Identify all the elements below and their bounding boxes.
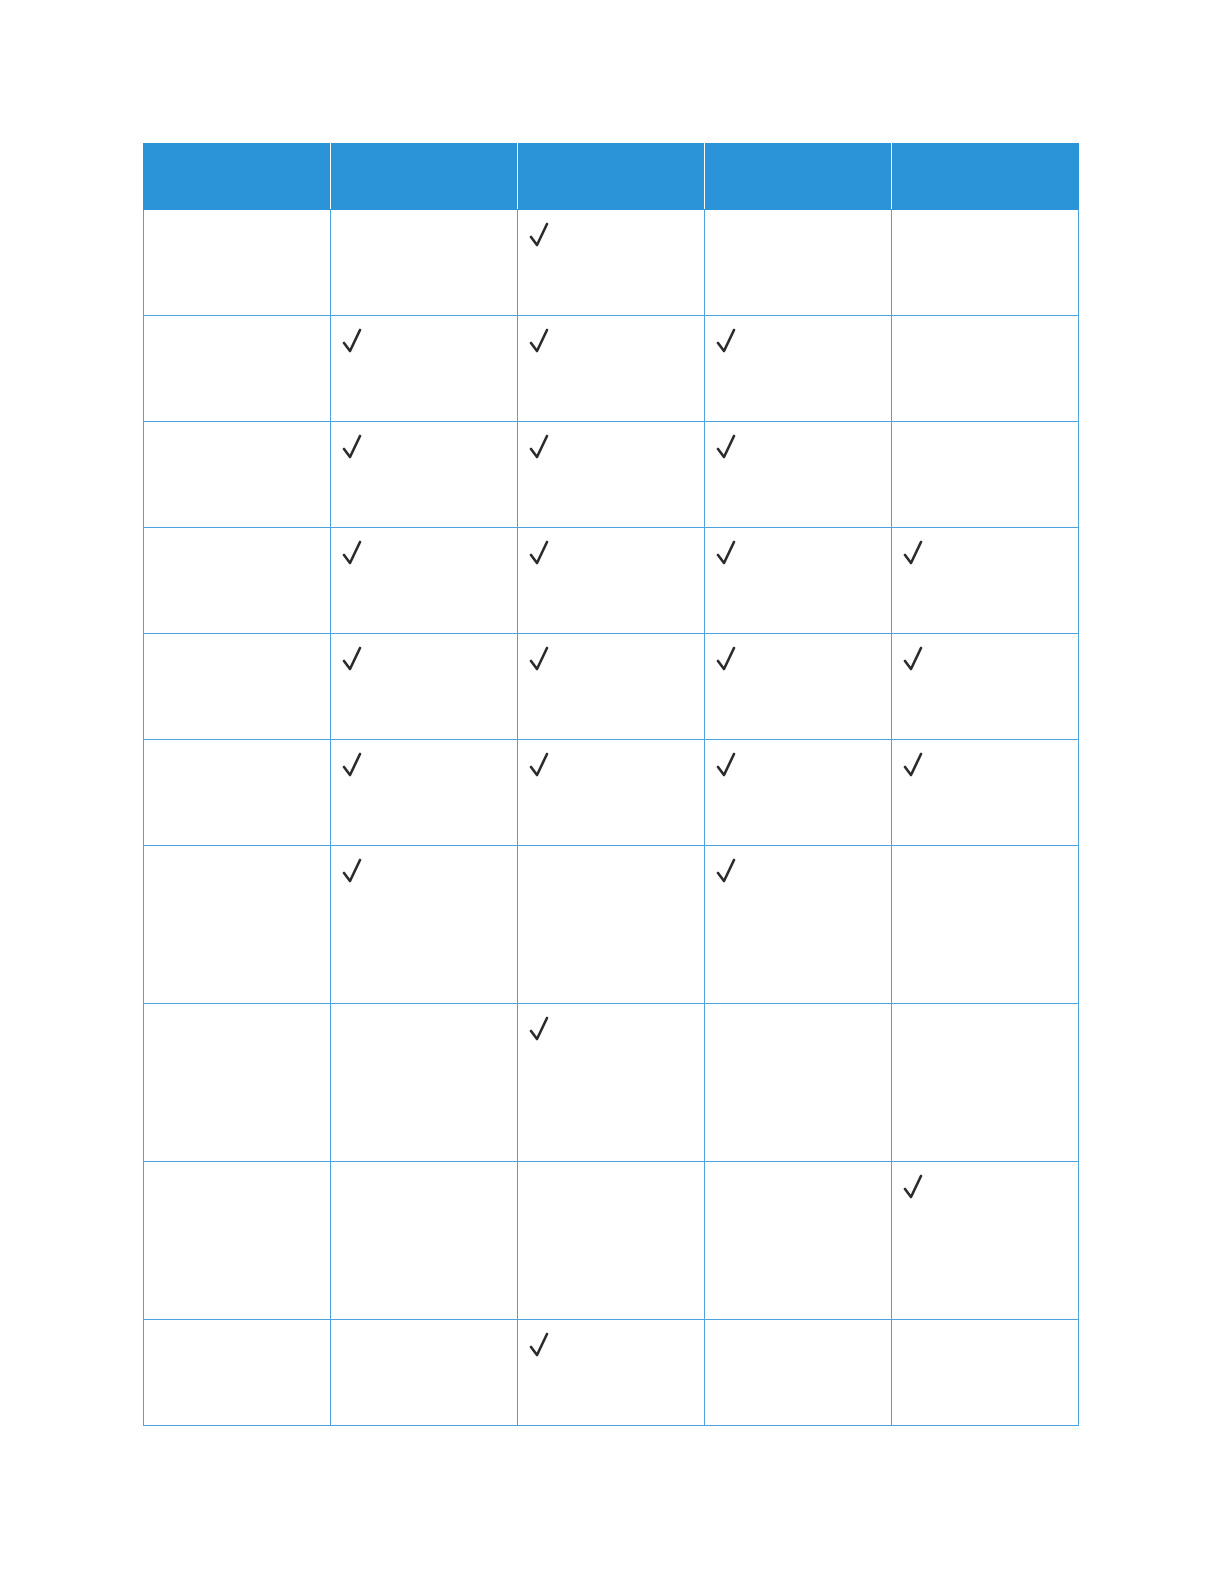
check-icon	[716, 540, 736, 566]
table-cell	[331, 528, 518, 634]
table-header	[144, 144, 1079, 210]
table-cell	[331, 422, 518, 528]
table-cell	[144, 1004, 331, 1162]
check-icon	[716, 646, 736, 672]
table-cell	[705, 846, 892, 1004]
table-cell	[331, 1004, 518, 1162]
table-cell	[705, 1004, 892, 1162]
check-icon	[903, 1174, 923, 1200]
table-cell	[892, 528, 1079, 634]
table-cell	[518, 1320, 705, 1426]
header-cell	[518, 144, 705, 210]
check-icon	[903, 540, 923, 566]
table-row	[144, 210, 1079, 316]
table-cell	[331, 1320, 518, 1426]
check-icon	[529, 222, 549, 248]
check-icon	[529, 1016, 549, 1042]
table-cell	[892, 1320, 1079, 1426]
table-row	[144, 1162, 1079, 1320]
table-cell	[144, 422, 331, 528]
table-cell	[892, 1162, 1079, 1320]
table-cell	[518, 528, 705, 634]
check-icon	[342, 540, 362, 566]
table-cell	[892, 740, 1079, 846]
table-cell	[144, 846, 331, 1004]
table-cell	[518, 846, 705, 1004]
table-cell	[331, 846, 518, 1004]
check-icon	[716, 328, 736, 354]
check-icon	[903, 752, 923, 778]
table-cell	[331, 316, 518, 422]
header-cell	[144, 144, 331, 210]
table-cell	[144, 1162, 331, 1320]
table-cell	[144, 316, 331, 422]
table-cell	[892, 1004, 1079, 1162]
check-icon	[716, 434, 736, 460]
compatibility-table	[143, 143, 1079, 1426]
table-cell	[705, 528, 892, 634]
table-cell	[518, 316, 705, 422]
table-row	[144, 316, 1079, 422]
table-cell	[518, 1162, 705, 1320]
table-row	[144, 634, 1079, 740]
table-cell	[892, 846, 1079, 1004]
table-cell	[892, 634, 1079, 740]
table-cell	[518, 740, 705, 846]
header-cell	[705, 144, 892, 210]
table-cell	[144, 210, 331, 316]
check-icon	[529, 328, 549, 354]
table-cell	[705, 422, 892, 528]
table-row	[144, 1004, 1079, 1162]
table-cell	[705, 316, 892, 422]
table-row	[144, 740, 1079, 846]
table-cell	[705, 740, 892, 846]
check-icon	[716, 752, 736, 778]
table-cell	[331, 1162, 518, 1320]
table-row	[144, 1320, 1079, 1426]
check-icon	[529, 540, 549, 566]
table-cell	[144, 634, 331, 740]
table-cell	[892, 210, 1079, 316]
check-icon	[342, 858, 362, 884]
table-cell	[518, 1004, 705, 1162]
check-icon	[903, 646, 923, 672]
table-cell	[705, 210, 892, 316]
header-row	[144, 144, 1079, 210]
check-icon	[716, 858, 736, 884]
check-icon	[342, 328, 362, 354]
table-cell	[705, 1162, 892, 1320]
table-cell	[705, 1320, 892, 1426]
table-cell	[331, 210, 518, 316]
check-icon	[529, 646, 549, 672]
table-cell	[705, 634, 892, 740]
table-row	[144, 422, 1079, 528]
table-cell	[144, 528, 331, 634]
table-cell	[892, 316, 1079, 422]
check-icon	[342, 434, 362, 460]
check-icon	[342, 646, 362, 672]
header-cell	[331, 144, 518, 210]
check-icon	[342, 752, 362, 778]
table-body	[144, 210, 1079, 1426]
check-icon	[529, 434, 549, 460]
table-cell	[518, 210, 705, 316]
header-cell	[892, 144, 1079, 210]
table-row	[144, 846, 1079, 1004]
table-cell	[892, 422, 1079, 528]
table-cell	[331, 634, 518, 740]
check-icon	[529, 752, 549, 778]
table-cell	[518, 422, 705, 528]
table-cell	[144, 1320, 331, 1426]
table-row	[144, 528, 1079, 634]
check-icon	[529, 1332, 549, 1358]
table-cell	[518, 634, 705, 740]
table-cell	[331, 740, 518, 846]
table-cell	[144, 740, 331, 846]
